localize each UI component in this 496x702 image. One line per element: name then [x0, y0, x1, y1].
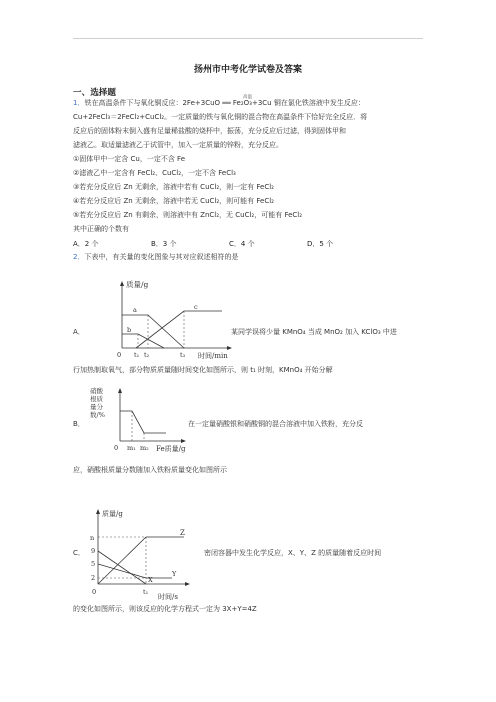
- q1-condition: 高温: [243, 95, 252, 100]
- q1-number: 1．: [73, 99, 85, 107]
- q2-a-curve-c-label: c: [194, 303, 198, 311]
- q2-b-tick-m1: m₁: [127, 444, 136, 452]
- q2-a-x-arrow: [227, 346, 232, 350]
- q1-option-d[interactable]: D．5 个: [307, 240, 334, 248]
- q2-a-curve-b-label: b: [127, 326, 132, 334]
- q2-b-ylabel-2: 根质: [90, 395, 103, 403]
- q2-c-ytick-5: 5: [91, 560, 96, 568]
- q2-a-text1: 某同学误将少量 KMnO₄ 当成 MnO₂ 加入 KClO₃ 中进: [231, 328, 397, 336]
- q2-c-xtick-t1: t₁: [143, 588, 149, 596]
- q2-b-text2: 应，硝酸根质量分数随加入铁粉质量变化如图所示: [73, 466, 227, 474]
- q2-b-xlabel: Fe质量/g: [156, 445, 186, 453]
- q2-c-xlabel: 时间/s: [158, 593, 178, 601]
- q2-a-graph: [112, 278, 236, 360]
- q2-b-graph: [86, 385, 196, 453]
- q2-c-curve-y-label: Y: [172, 570, 177, 578]
- q2-b-tick-m2: m₂: [140, 444, 149, 452]
- q2-a-curve-a: [122, 315, 184, 348]
- q2-b-ylabel-4: 数/%: [90, 411, 105, 419]
- q2-a-text2: 行加热制取氧气，部分物质质量随时间变化如图所示，则 t₁ 时刻，KMnO₄ 开始分解: [73, 366, 333, 374]
- q2-c-curve-z-label: Z: [180, 529, 185, 537]
- q2-b-y-arrow: [118, 388, 122, 393]
- q2-a-curve-a-label: a: [133, 306, 137, 314]
- q1-line4: 滤液乙。取适量滤液乙于试管中，加入一定质量的锌粉，充分反应。: [73, 141, 283, 149]
- q1-statement-1: ①固体甲中一定含 Cu，一定不含 Fe: [73, 155, 185, 163]
- q1-options: [73, 239, 333, 249]
- q1-statement-4: ④若充分反应后 Zn 无剩余，溶液中若无 CuCl₂，则可能有 FeCl₂: [73, 197, 274, 205]
- q1-line2: Cu+2FeCl₃＝2FeCl₂+CuCl₂。一定质量的铁与氧化铜的混合物在高温条件下恰好完全反应．将: [73, 113, 368, 121]
- q2-c-text1: 密闭容器中发生化学反应，X、Y、Z 的质量随着反应时间: [204, 549, 382, 557]
- q2-a-tick-t1: t₁: [134, 351, 140, 359]
- page-title: 扬州市中考化学试卷及答案: [193, 65, 302, 75]
- q2-c-ytick-2: 2: [91, 574, 96, 582]
- q2-c-text2: 的变化如图所示，则该反应的化学方程式一定为 3X+Y=4Z: [73, 605, 257, 613]
- q2-c-y-arrow: [96, 509, 100, 514]
- q2-c-ylabel: 质量/g: [102, 510, 123, 518]
- q2-c-curve-x: [98, 551, 146, 584]
- q2-a-curve-b: [122, 334, 164, 348]
- q2-a-tick-t2: t₂: [144, 351, 150, 359]
- q2-c-origin: 0: [92, 588, 97, 596]
- q2-b-text1: 在一定量硝酸银和硝酸铜的混合溶液中加入铁粉，充分反: [188, 420, 363, 428]
- q1-option-a[interactable]: A．2 个: [73, 240, 99, 248]
- q2-c-letter: C．: [73, 549, 85, 557]
- q2-c-curve-y: [98, 564, 172, 578]
- q1-option-b[interactable]: B．3 个: [151, 240, 177, 248]
- q2-a-letter: A．: [73, 328, 85, 336]
- q2-c-graph: [86, 506, 198, 602]
- q2-a-y-arrow: [120, 281, 124, 286]
- q2-b-origin: 0: [114, 444, 119, 452]
- q2-a-tick-t3: t₃: [180, 351, 186, 359]
- q2-b-ylabel-1: 硝酸: [90, 387, 103, 395]
- q2-b-letter: B．: [73, 420, 85, 428]
- q2-a-ylabel: 质量/g: [126, 280, 149, 289]
- q2-a-curve-c: [136, 311, 222, 348]
- q1-statement-2: ②滤液乙中一定含有 FeCl₂、CuCl₂，一定不含 FeCl₃: [73, 169, 236, 177]
- q1-ask: 其中正确的个数有: [73, 225, 129, 233]
- q2-a-origin: 0: [117, 351, 122, 359]
- q1-text-line1: 铁在高温条件下与氧化铜反应：2Fe+3CuO ══ Fe₂O₃+3Cu 铜在氯化铁溶液中发生反应：: [84, 99, 365, 107]
- q2-c-curve-x-label: X: [148, 576, 153, 584]
- q1-option-c[interactable]: C．4 个: [229, 240, 255, 248]
- header-rule: [73, 38, 423, 39]
- q1-statement-3: ③若充分反应后 Zn 无剩余，溶液中若有 CuCl₂，则一定有 FeCl₂: [73, 183, 274, 191]
- q2-c-ytick-9: 9: [91, 547, 96, 555]
- q2-stem-line: [73, 253, 238, 262]
- q1-statement-5: ⑤若充分反应后 Zn 有剩余，则溶液中有 ZnCl₂，无 CuCl₂，可能有 FeCl₂: [73, 211, 303, 219]
- q2-b-curve: [120, 411, 166, 433]
- q2-number: 2．: [73, 253, 85, 261]
- q1-line1: [73, 99, 365, 108]
- q2-c-ytick-n: n: [90, 534, 95, 542]
- q2-a-xlabel: 时间/min: [198, 352, 228, 360]
- q2-b-ylabel-3: 量分: [90, 403, 103, 411]
- q2-stem: 下表中，有关量的变化图象与其对应叙述相符的是: [84, 253, 239, 261]
- q1-line3: 反应后的固体粉末倒入盛有足量稀盐酸的烧杯中，振荡，充分反应后过滤，得到固体甲和: [73, 127, 346, 135]
- q2-b-x-arrow: [181, 439, 186, 443]
- section-heading: 一、选择题: [73, 88, 116, 98]
- q2-c-x-arrow: [185, 582, 190, 586]
